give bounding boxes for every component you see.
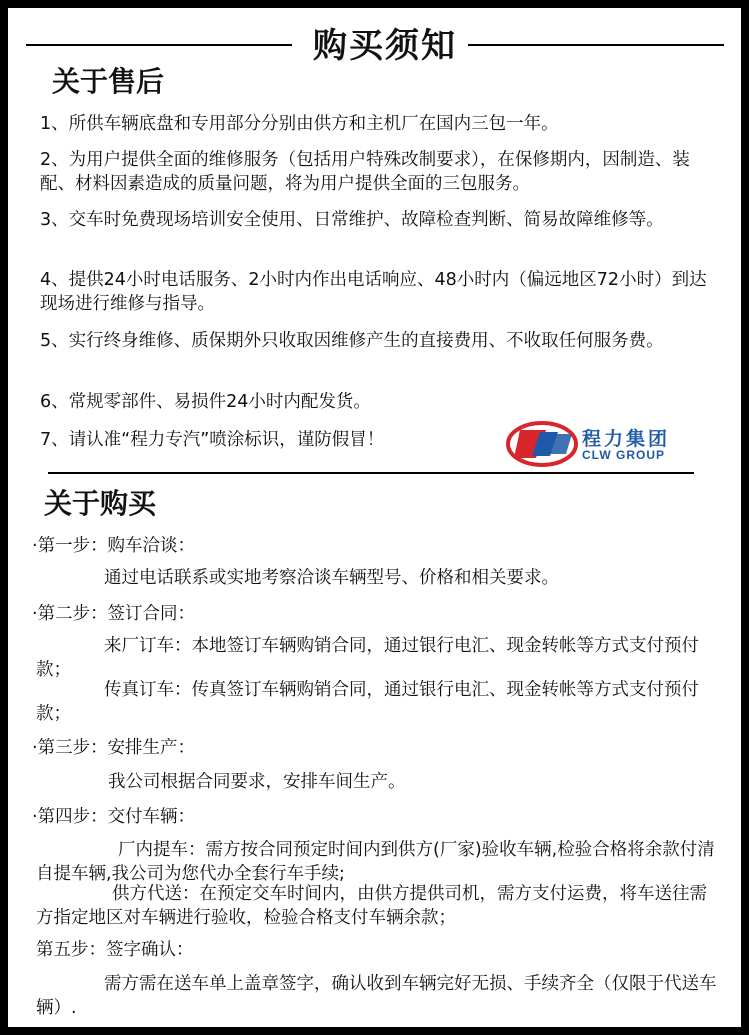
step-2-paragraph-1 (36, 634, 724, 682)
step-5-paragraph (36, 972, 724, 1020)
clw-group-logo (506, 420, 716, 468)
after-sales-item-1: 1、所供车辆底盘和专用部分分别由供方和主机厂在国内三包一年。 (40, 114, 559, 134)
after-sales-item-7: 7、请认准“程力专汽”喷涂标识，谨防假冒！ (40, 430, 385, 450)
after-sales-item-3: 3、交车时免费现场培训安全使用、日常维护、故障检查判断、简易故障维修等。 (40, 210, 664, 230)
purchase-heading: 关于购买 (44, 487, 157, 520)
step-1-text: 通过电话联系或实地考察洽谈车辆型号、价格和相关要求。 (104, 568, 559, 588)
title-rule-left (26, 44, 292, 46)
step-5-text: 需方需在送车单上盖章签字，确认收到车辆完好无损、手续齐全（仅限于代送车辆）. (36, 974, 717, 1018)
step-4-paragraph-2 (36, 882, 724, 930)
after-sales-item-4: 4、提供24小时电话服务、2小时内作出电话响应、48小时内（偏远地区72小时）到达现场进行维修与指导。 (40, 270, 707, 314)
logo-name-cn: 程力集团 (582, 428, 671, 450)
step-3-text: 我公司根据合同要求，安排车间生产。 (108, 772, 406, 792)
step-2-label: ·第二步：签订合同： (32, 604, 196, 624)
clw-emblem-icon (506, 420, 578, 468)
step-2-text-1: 来厂订车：本地签订车辆购销合同，通过银行电汇、现金转帐等方式支付预付款； (36, 636, 699, 680)
step-3-label: ·第三步：安排生产： (32, 738, 196, 758)
after-sales-item-2: 2、为用户提供全面的维修服务（包括用户特殊改制要求），在保修期内，因制造、装配、材料因素造成的质量问题，将为用户提供全面的三包服务。 (40, 150, 690, 194)
after-sales-item-6: 6、常规零部件、易损件24小时内配发货。 (40, 392, 371, 412)
section-divider (48, 472, 694, 474)
step-3-paragraph (36, 770, 724, 794)
page-title: 购买须知 (313, 26, 457, 66)
step-4-text-2: 供方代送：在预定交车时间内，由供方提供司机，需方支付运费，将车送往需方指定地区对车辆进行验收，检验合格支付车辆余款； (36, 884, 707, 928)
step-4-text-1: 厂内提车：需方按合同预定时间内到供方(厂家)验收车辆,检验合格将余款付清自提车辆,我公司为您代办全套行车手续; (36, 840, 715, 884)
notice-page (8, 8, 741, 1027)
step-2-text-2: 传真订车：传真签订车辆购销合同，通过银行电汇、现金转帐等方式支付预付款； (36, 680, 699, 724)
logo-name-en: CLW GROUP (582, 448, 665, 462)
step-5-label: 第五步：签字确认： (36, 940, 194, 960)
step-1-paragraph (36, 566, 724, 590)
after-sales-item-5: 5、实行终身维修、质保期外只收取因维修产生的直接费用、不收取任何服务费。 (40, 331, 664, 351)
title-rule-right (468, 44, 724, 46)
step-2-paragraph-2 (36, 678, 724, 726)
step-1-label: ·第一步：购车洽谈： (32, 536, 196, 556)
step-4-label: ·第四步：交付车辆： (32, 807, 196, 827)
step-4-paragraph-1 (36, 838, 724, 886)
after-sales-heading: 关于售后 (52, 65, 165, 98)
